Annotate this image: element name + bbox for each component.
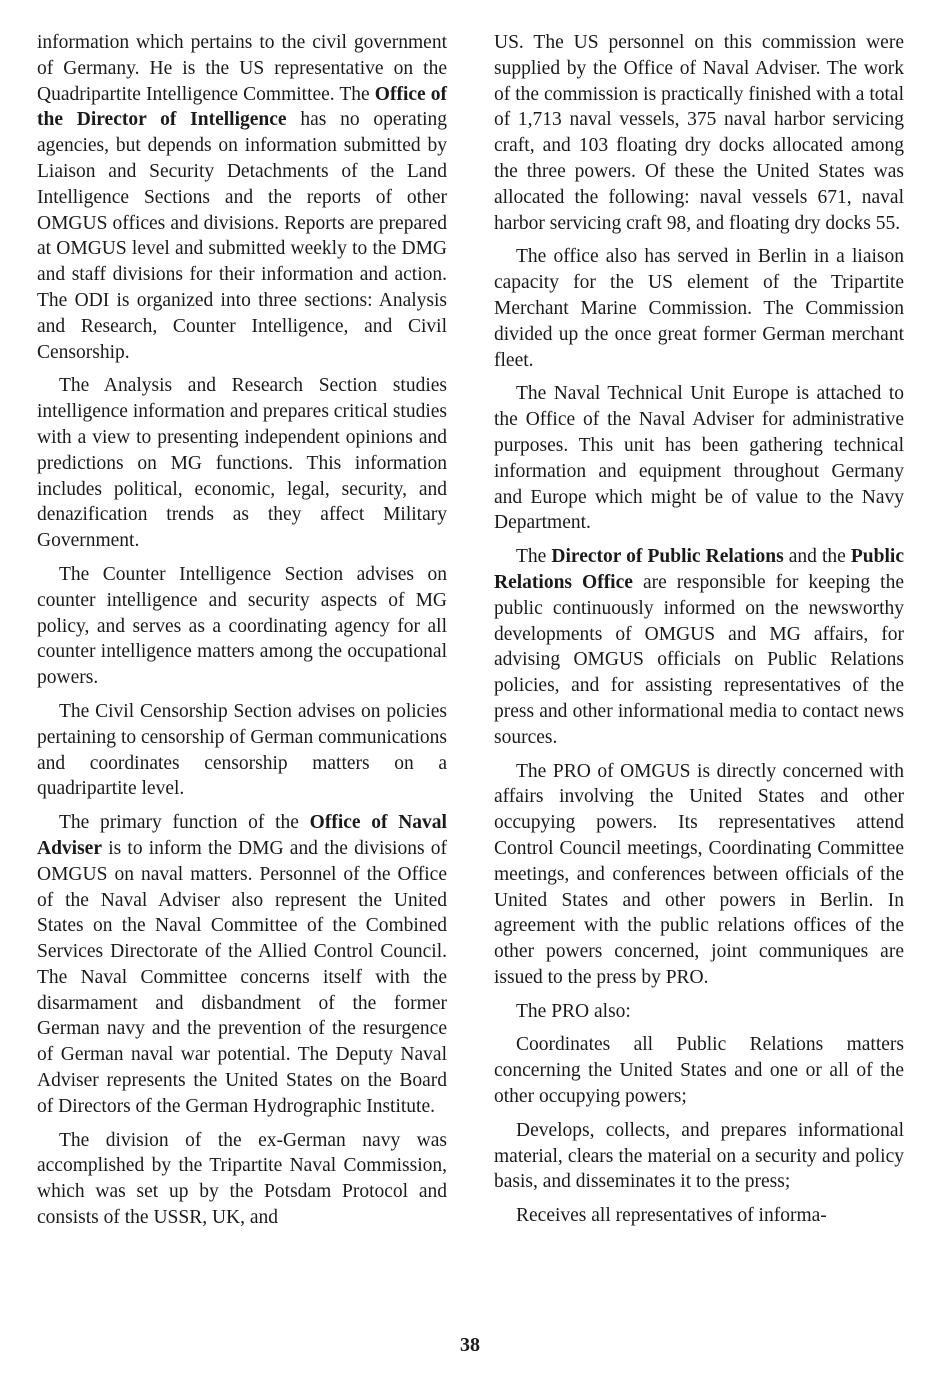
text-run: information which pertains to the civil government of Germany. He is the US representative on the Quadripartite Intelligence Committee. The	[37, 32, 447, 105]
paragraph-naval-division: The division of the ex-German navy was accomplished by the Tripartite Naval Commission, which was set up by the Potsdam Protocol and consists of the USSR, UK, and	[37, 1129, 447, 1229]
text-run: The	[516, 546, 552, 568]
paragraph-commission-results: US. The US personnel on this commission were supplied by the Office of Naval Adviser. The work of the commission is practically finished with a total of 1,713 naval vessels, 375 naval harbor servicing craft, and 103 floating dry docks allocated among the three powers. Of these the United States was allocated the following: naval vessels 671, naval harbor servicing craft 98, and floating dry docks 55.	[494, 32, 904, 234]
bold-term-director-pr: Director of Public Relations	[551, 546, 784, 568]
list-item-develops: Develops, collects, and prepares informational material, clears the material on a security and policy basis, and disseminates it to the press;	[494, 1119, 904, 1193]
left-column	[37, 30, 447, 1239]
text-run: are responsible for keeping the public continuously informed on the newsworthy developments of OMGUS and MG affairs, for advising OMGUS officials on Public Relations policies, and for assisting representatives of the press and other informational media to contact news sources.	[494, 571, 904, 748]
paragraph-counter-intelligence: The Counter Intelligence Section advises on counter intelligence and security aspects of MG policy, and serves as a coordinating agency for all counter intelligence matters among the occupational powers.	[37, 563, 447, 689]
list-item-coordinates: Coordinates all Public Relations matters concerning the United States and one or all of the other occupying powers;	[494, 1034, 904, 1108]
text-run: and the	[783, 546, 851, 568]
paragraph-naval-adviser	[37, 810, 447, 1120]
list-item-receives: Receives all representatives of informa-	[516, 1205, 827, 1227]
text-run: The primary function of the	[59, 812, 310, 834]
paragraph-public-relations	[494, 544, 904, 750]
paragraph-pro-also: The PRO also:	[516, 1000, 631, 1022]
paragraph-merchant-marine: The office also has served in Berlin in a liaison capacity for the US element of the Tripartite Merchant Marine Commission. The Commission divided up the once great former German merchant fleet.	[494, 246, 904, 371]
page-number: 38	[460, 1334, 480, 1356]
paragraph-pro-affairs: The PRO of OMGUS is directly concerned with affairs involving the United States and other occupying powers. Its representatives attend Control Council meetings, Coordinating Committee meetings, and conferences between officials of the United States and other powers in Berlin. In agreement with the public relations offices of the other powers concerned, joint communiques are issued to the press by PRO.	[494, 760, 904, 988]
bold-term-pro: Public Relations Office	[494, 546, 904, 593]
paragraph-naval-technical-unit: The Naval Technical Unit Europe is attached to the Office of the Naval Adviser for administrative purposes. This unit has been gathering technical information and equipment throughout Germany and Europe which might be of value to the Navy Department.	[494, 383, 904, 534]
paragraph-odi-intro	[37, 30, 447, 365]
text-run: is to inform the DMG and the divisions of OMGUS on naval matters. Personnel of the Office of the Naval Adviser also represent the United States on the Naval Committee of the Combined Services Directorate of the Allied Control Council. The Naval Committee concerns itself with the disarmament and disbandment of the former German navy and the prevention of the resurgence of German naval war potential. The Deputy Naval Adviser represents the United States on the Board of Directors of the German Hydrographic Institute.	[37, 837, 447, 1117]
paragraph-analysis-research: The Analysis and Research Section studies intelligence information and prepares critical studies with a view to presenting independent opinions and predictions on MG functions. This information includes political, economic, legal, security, and denazification trends as they affect Military Government.	[37, 375, 447, 552]
bold-term-odi: Office of the Director of Intelligence	[37, 83, 447, 131]
right-column	[494, 30, 904, 1237]
text-run: has no operating agencies, but depends on information submitted by Liaison and Security Detachments of the Land Intelligence Sections and the reports of other OMGUS offices and divisions. Reports are prepared at OMGUS level and submitted weekly to the DMG and staff divisions for their information and action. The ODI is organized into three sections: Analysis and Research, Counter Intelligence, and Civil Censorship.	[37, 109, 447, 363]
bold-term-naval-adviser: Office of Naval Adviser	[37, 812, 447, 859]
paragraph-civil-censorship: The Civil Censorship Section advises on policies pertaining to censorship of German communications and coordinates censorship matters on a quadripartite level.	[37, 700, 447, 800]
